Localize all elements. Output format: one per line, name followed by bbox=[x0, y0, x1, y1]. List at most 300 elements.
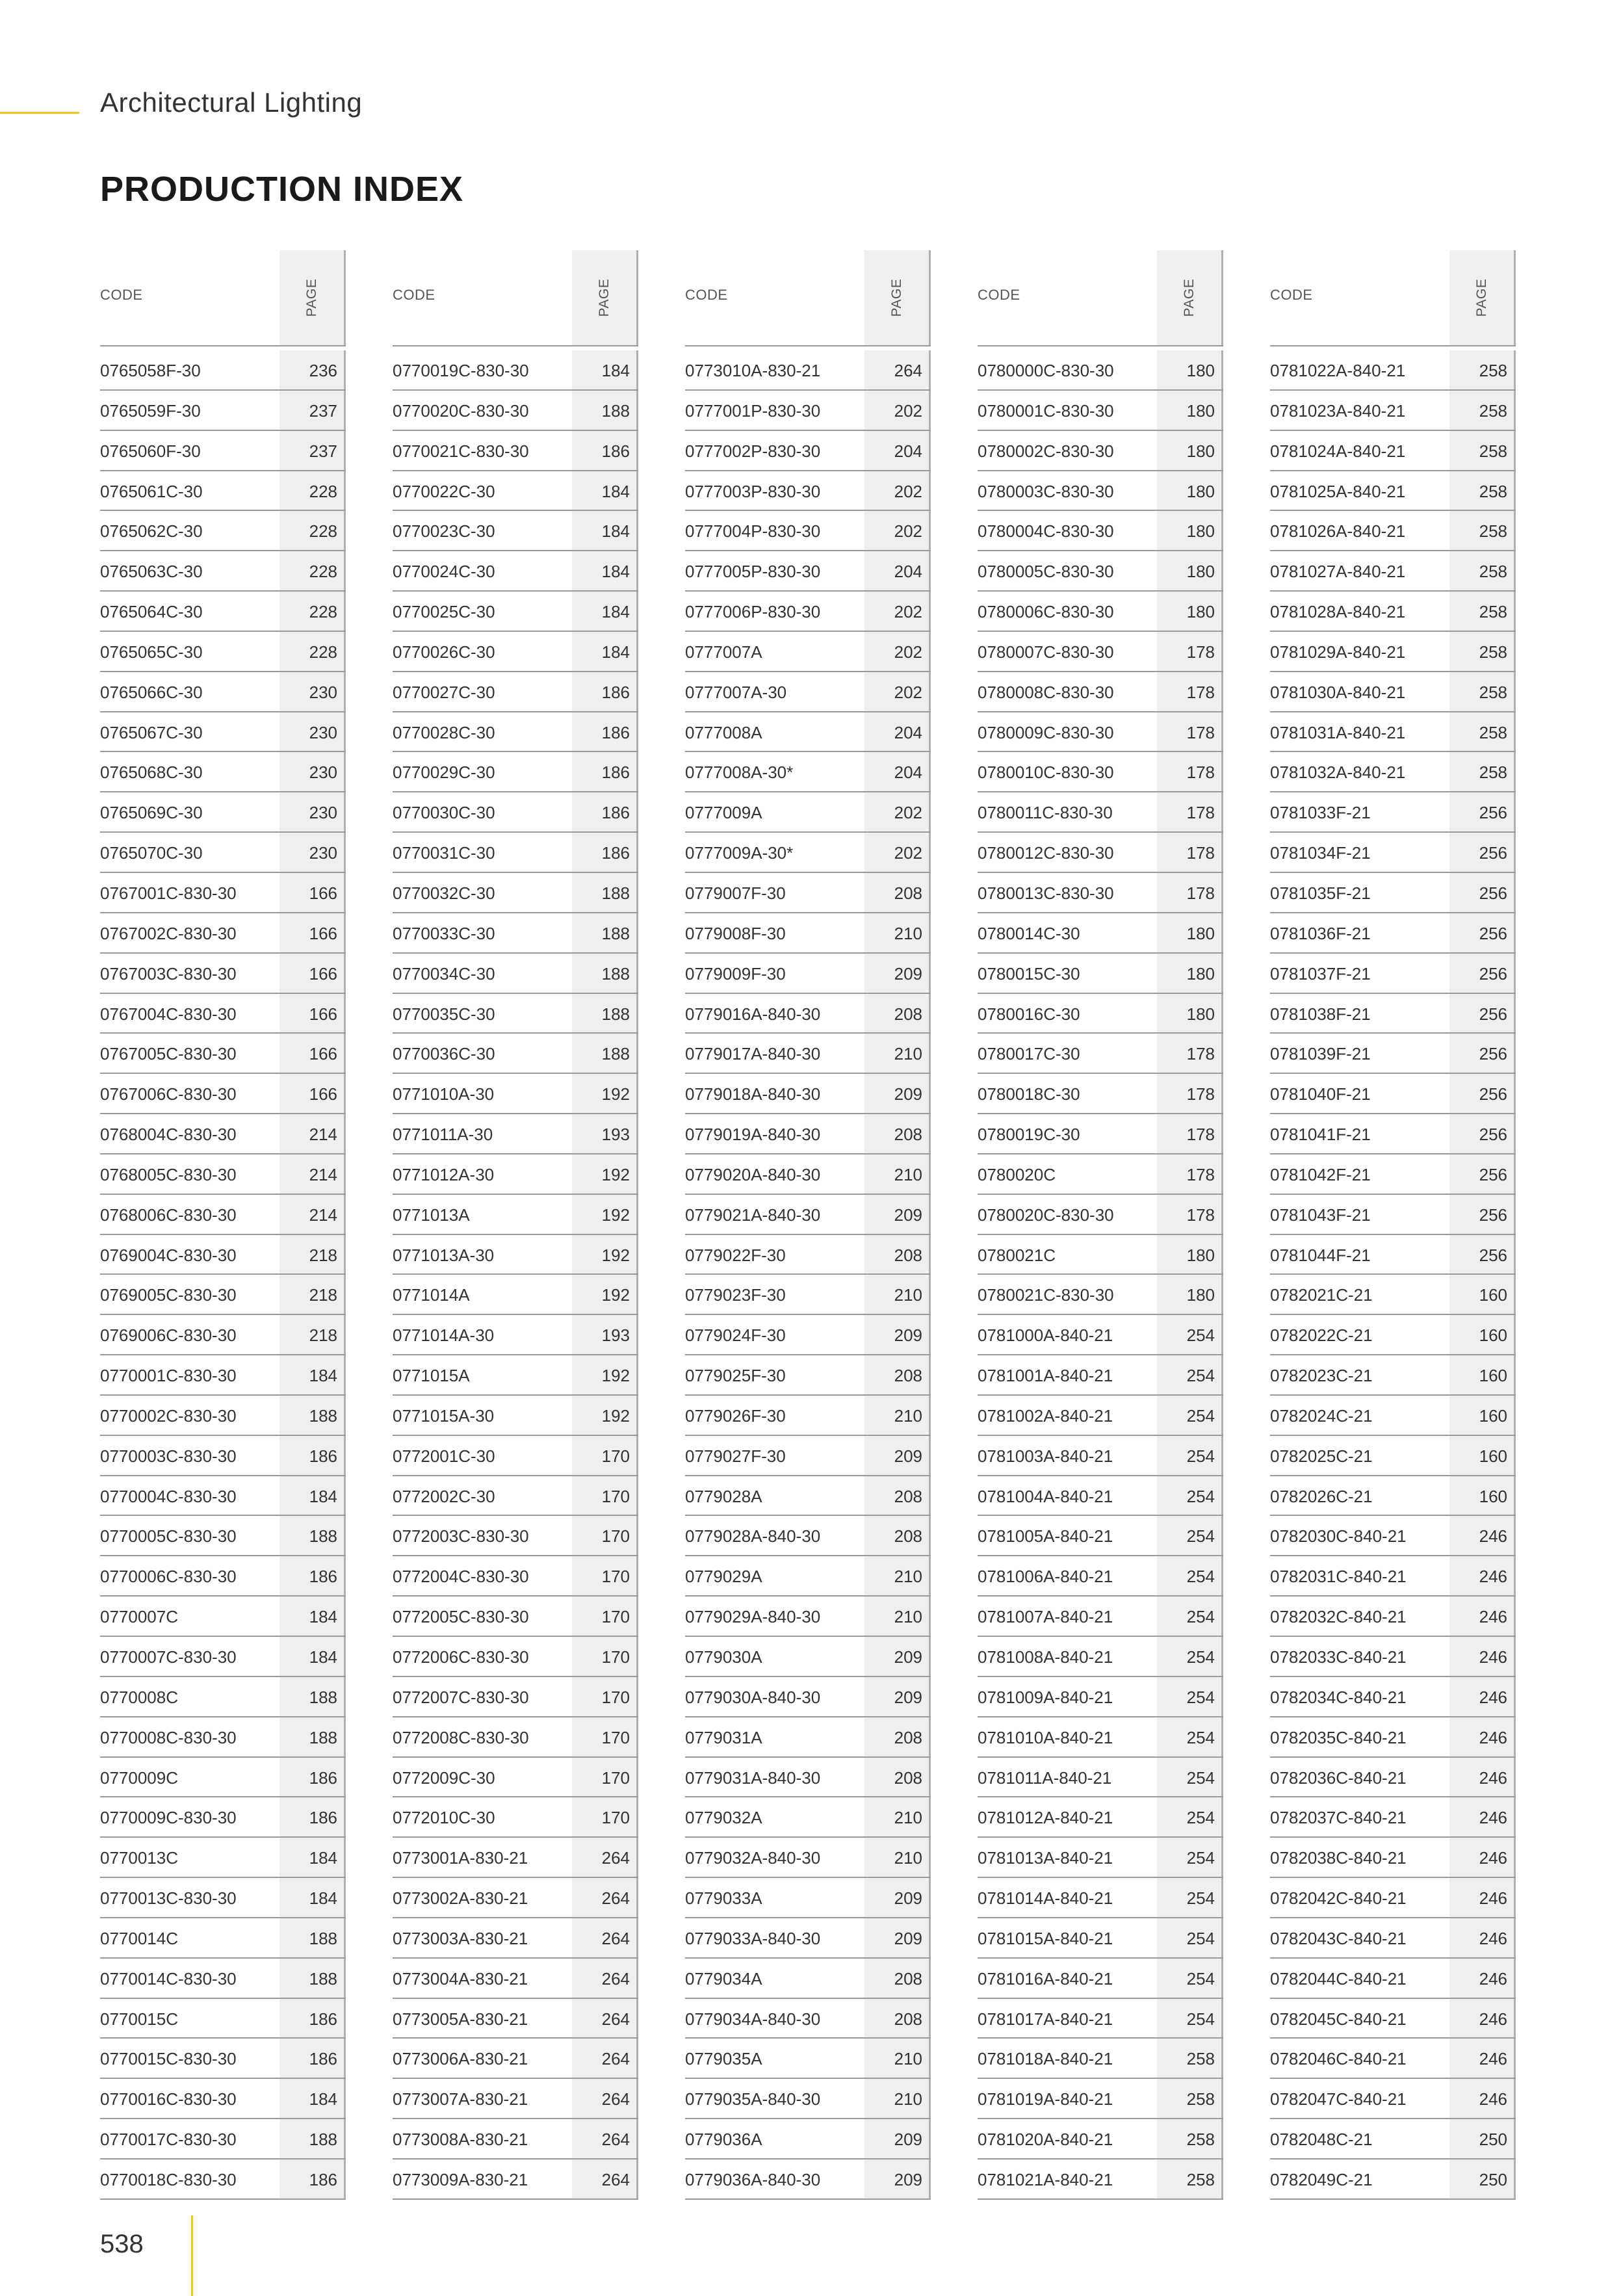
page-reference: 180 bbox=[1186, 602, 1215, 622]
table-row bbox=[100, 1597, 346, 1637]
page-reference: 256 bbox=[1479, 1125, 1507, 1145]
page-reference: 184 bbox=[601, 562, 630, 582]
page-cell bbox=[572, 632, 638, 671]
page-cell bbox=[1157, 1918, 1223, 1957]
page-reference: 254 bbox=[1186, 1968, 1215, 1989]
product-code: 0779032A bbox=[685, 1808, 762, 1828]
page-cell bbox=[279, 1315, 346, 1354]
product-code: 0779021A-840-30 bbox=[685, 1205, 821, 1225]
page-cell bbox=[572, 1758, 638, 1797]
table-row bbox=[685, 752, 931, 792]
page-cell bbox=[864, 1034, 931, 1073]
page-cell bbox=[1449, 1275, 1516, 1314]
table-row bbox=[1270, 1476, 1516, 1517]
page-cell bbox=[279, 1838, 346, 1877]
product-code: 0770004C-830-30 bbox=[100, 1486, 237, 1506]
product-code: 0782045C-840-21 bbox=[1270, 2009, 1407, 2029]
page-cell bbox=[572, 1717, 638, 1756]
table-row bbox=[393, 551, 638, 592]
page-cell bbox=[572, 792, 638, 831]
product-code: 0765065C-30 bbox=[100, 642, 203, 662]
product-code: 0781023A-840-21 bbox=[1270, 400, 1406, 421]
table-row bbox=[685, 1235, 931, 1275]
table-row bbox=[978, 471, 1223, 512]
page-cell bbox=[1157, 873, 1223, 912]
table-row bbox=[685, 672, 931, 712]
product-code: 0770014C-830-30 bbox=[100, 1968, 237, 1989]
page-reference: 166 bbox=[309, 923, 337, 943]
page-cell bbox=[864, 1677, 931, 1716]
table-row bbox=[100, 1637, 346, 1677]
page-cell bbox=[1157, 1235, 1223, 1274]
page-reference: 214 bbox=[309, 1125, 337, 1145]
page-reference: 160 bbox=[1479, 1325, 1507, 1346]
page-reference: 192 bbox=[601, 1405, 630, 1426]
table-row bbox=[1270, 1195, 1516, 1235]
product-code: 0780009C-830-30 bbox=[978, 722, 1114, 742]
table-row bbox=[393, 1235, 638, 1275]
product-code: 0779033A-840-30 bbox=[685, 1928, 821, 1948]
product-code: 0770030C-30 bbox=[393, 803, 495, 823]
page-reference: 208 bbox=[894, 1366, 922, 1386]
column-header bbox=[100, 250, 346, 346]
product-code: 0773008A-830-21 bbox=[393, 2130, 528, 2150]
section-title: Architectural Lighting bbox=[100, 87, 363, 118]
page-cell bbox=[1157, 2039, 1223, 2078]
product-code: 0769004C-830-30 bbox=[100, 1245, 237, 1265]
page-reference: 209 bbox=[894, 1205, 922, 1225]
table-row bbox=[978, 592, 1223, 632]
page-cell bbox=[1157, 1677, 1223, 1716]
product-code: 0779007F-30 bbox=[685, 883, 786, 903]
product-code: 0781031A-840-21 bbox=[1270, 722, 1406, 742]
product-code: 0780019C-30 bbox=[978, 1125, 1080, 1145]
page-cell bbox=[1449, 994, 1516, 1033]
product-code: 0777003P-830-30 bbox=[685, 481, 821, 501]
table-row bbox=[1270, 2079, 1516, 2119]
product-code: 0770008C-830-30 bbox=[100, 1727, 237, 1747]
page-reference: 264 bbox=[894, 361, 922, 380]
table-row bbox=[1270, 551, 1516, 592]
page-reference: 214 bbox=[309, 1164, 337, 1184]
page-cell bbox=[572, 2039, 638, 2078]
product-code: 0770008C bbox=[100, 1687, 178, 1707]
page-reference: 228 bbox=[309, 521, 337, 541]
product-code: 0782023C-21 bbox=[1270, 1366, 1373, 1386]
page-reference: 258 bbox=[1186, 2049, 1215, 2069]
page-cell bbox=[279, 1918, 346, 1957]
table-row bbox=[393, 2119, 638, 2159]
page-cell bbox=[279, 350, 346, 389]
product-code: 0781037F-21 bbox=[1270, 963, 1371, 984]
table-row bbox=[685, 1797, 931, 1838]
product-code: 0782031C-840-21 bbox=[1270, 1567, 1407, 1587]
page-cell bbox=[864, 1355, 931, 1394]
table-row bbox=[393, 1717, 638, 1758]
table-row bbox=[1270, 1918, 1516, 1959]
page-reference: 178 bbox=[1186, 1044, 1215, 1064]
code-header-label: CODE bbox=[393, 287, 435, 303]
table-row bbox=[100, 1878, 346, 1918]
product-code: 0780021C-830-30 bbox=[978, 1285, 1114, 1305]
page-cell bbox=[572, 431, 638, 470]
page-reference: 210 bbox=[894, 1567, 922, 1587]
page-cell bbox=[572, 1355, 638, 1394]
table-row bbox=[1270, 752, 1516, 792]
product-code: 0770007C bbox=[100, 1607, 178, 1627]
table-row bbox=[978, 1195, 1223, 1235]
product-code: 0777007A-30 bbox=[685, 682, 787, 702]
page-reference: 160 bbox=[1479, 1486, 1507, 1506]
page-cell bbox=[1157, 1797, 1223, 1836]
page-cell bbox=[864, 712, 931, 751]
page-cell bbox=[1449, 1114, 1516, 1153]
page-cell bbox=[1449, 873, 1516, 912]
page-reference: 180 bbox=[1186, 400, 1215, 421]
page-reference: 254 bbox=[1186, 1567, 1215, 1587]
page-reference: 246 bbox=[1479, 1768, 1507, 1788]
table-row bbox=[100, 833, 346, 873]
product-code: 0769006C-830-30 bbox=[100, 1325, 237, 1346]
page-reference: 188 bbox=[601, 400, 630, 421]
product-code: 0765058F-30 bbox=[100, 361, 201, 380]
table-row bbox=[978, 2159, 1223, 2200]
page-cell bbox=[864, 1918, 931, 1957]
page-reference: 192 bbox=[601, 1285, 630, 1305]
page-reference: 210 bbox=[894, 923, 922, 943]
table-row bbox=[685, 1155, 931, 1195]
table-row bbox=[1270, 1155, 1516, 1195]
product-code: 0773010A-830-21 bbox=[685, 361, 821, 380]
page-cell bbox=[279, 1436, 346, 1475]
page-cell bbox=[572, 1114, 638, 1153]
page-cell bbox=[572, 1597, 638, 1636]
product-code: 0770018C-830-30 bbox=[100, 2169, 237, 2189]
page-cell bbox=[279, 431, 346, 470]
table-row bbox=[978, 792, 1223, 833]
page-reference: 202 bbox=[894, 642, 922, 662]
product-code: 0771013A-30 bbox=[393, 1245, 495, 1265]
page-reference: 180 bbox=[1186, 521, 1215, 541]
product-code: 0770028C-30 bbox=[393, 722, 495, 742]
table-row bbox=[685, 1959, 931, 1999]
table-row bbox=[1270, 1758, 1516, 1798]
table-row bbox=[1270, 350, 1516, 391]
product-code: 0782047C-840-21 bbox=[1270, 2089, 1407, 2109]
page-cell bbox=[279, 1878, 346, 1917]
table-row bbox=[978, 1355, 1223, 1396]
page-cell bbox=[572, 1918, 638, 1957]
product-code: 0779034A bbox=[685, 1968, 762, 1989]
product-code: 0779023F-30 bbox=[685, 1285, 786, 1305]
page-cell bbox=[864, 2079, 931, 2118]
page-cell bbox=[864, 632, 931, 671]
product-code: 0780000C-830-30 bbox=[978, 361, 1114, 380]
page-reference: 246 bbox=[1479, 1928, 1507, 1948]
page-cell bbox=[1449, 1195, 1516, 1234]
product-code: 0771013A bbox=[393, 1205, 470, 1225]
page-reference: 193 bbox=[601, 1325, 630, 1346]
product-code: 0773003A-830-21 bbox=[393, 1928, 528, 1948]
page-cell bbox=[864, 1114, 931, 1153]
page-reference: 228 bbox=[309, 642, 337, 662]
page-cell bbox=[572, 1999, 638, 2038]
table-row bbox=[978, 350, 1223, 391]
page-cell bbox=[1449, 792, 1516, 831]
page-cell bbox=[864, 1637, 931, 1676]
page-reference: 184 bbox=[601, 521, 630, 541]
page-cell bbox=[1449, 1999, 1516, 2038]
table-row bbox=[685, 1838, 931, 1878]
page-reference: 254 bbox=[1186, 2009, 1215, 2029]
product-code: 0772009C-30 bbox=[393, 1768, 495, 1788]
page-cell bbox=[864, 1838, 931, 1877]
page-reference: 209 bbox=[894, 1084, 922, 1104]
table-row bbox=[1270, 1516, 1516, 1556]
page-reference: 258 bbox=[1479, 763, 1507, 783]
product-code: 0779027F-30 bbox=[685, 1446, 786, 1466]
table-row bbox=[393, 712, 638, 753]
page-cell bbox=[864, 1999, 931, 2038]
product-code: 0771014A-30 bbox=[393, 1325, 495, 1346]
page-cell bbox=[1157, 1597, 1223, 1636]
page-cell bbox=[572, 551, 638, 590]
table-row bbox=[100, 792, 346, 833]
page-reference: 250 bbox=[1479, 2169, 1507, 2189]
page-cell bbox=[1157, 994, 1223, 1033]
table-row bbox=[978, 632, 1223, 672]
table-row bbox=[1270, 1999, 1516, 2039]
page-cell bbox=[279, 1556, 346, 1595]
page-reference: 254 bbox=[1186, 1928, 1215, 1948]
page-reference: 204 bbox=[894, 722, 922, 742]
product-code: 0771010A-30 bbox=[393, 1084, 495, 1104]
product-code: 0780020C-830-30 bbox=[978, 1205, 1114, 1225]
table-row bbox=[978, 1074, 1223, 1114]
table-row bbox=[978, 1999, 1223, 2039]
product-code: 0777004P-830-30 bbox=[685, 521, 821, 541]
table-row bbox=[978, 1717, 1223, 1758]
page-cell bbox=[572, 752, 638, 791]
index-column-2 bbox=[393, 250, 638, 2200]
page-reference: 180 bbox=[1186, 923, 1215, 943]
page-reference: 184 bbox=[309, 1486, 337, 1506]
product-code: 0780003C-830-30 bbox=[978, 481, 1114, 501]
page-reference: 202 bbox=[894, 843, 922, 863]
table-row bbox=[100, 1235, 346, 1275]
table-row bbox=[978, 1597, 1223, 1637]
page-cell bbox=[279, 2119, 346, 2158]
table-row bbox=[100, 592, 346, 632]
page-reference: 170 bbox=[601, 1446, 630, 1466]
page-reference: 166 bbox=[309, 1004, 337, 1024]
page-reference: 246 bbox=[1479, 1808, 1507, 1828]
table-row bbox=[393, 1677, 638, 1717]
page-reference: 230 bbox=[309, 803, 337, 823]
product-code: 0770013C bbox=[100, 1848, 178, 1868]
page-reference: 246 bbox=[1479, 1727, 1507, 1747]
table-row bbox=[100, 551, 346, 592]
table-row bbox=[393, 632, 638, 672]
table-row bbox=[100, 994, 346, 1034]
page-reference: 188 bbox=[309, 1526, 337, 1546]
table-row bbox=[1270, 2159, 1516, 2200]
page-reference: 236 bbox=[309, 361, 337, 380]
product-code: 0781014A-840-21 bbox=[978, 1888, 1113, 1909]
product-code: 0772006C-830-30 bbox=[393, 1647, 529, 1667]
page-reference: 186 bbox=[601, 763, 630, 783]
product-code: 0780018C-30 bbox=[978, 1084, 1080, 1104]
table-row bbox=[1270, 2039, 1516, 2079]
table-row bbox=[1270, 431, 1516, 471]
product-code: 0773005A-830-21 bbox=[393, 2009, 528, 2029]
product-code: 0770009C-830-30 bbox=[100, 1808, 237, 1828]
table-row bbox=[685, 1195, 931, 1235]
table-row bbox=[978, 1275, 1223, 1315]
page-reference: 256 bbox=[1479, 1245, 1507, 1265]
table-row bbox=[100, 1476, 346, 1517]
table-row bbox=[978, 1315, 1223, 1355]
page-reference: 208 bbox=[894, 883, 922, 903]
code-header-label: CODE bbox=[100, 287, 143, 303]
index-column-5 bbox=[1270, 250, 1516, 2200]
product-code: 0780014C-30 bbox=[978, 923, 1080, 943]
page-reference: 210 bbox=[894, 1848, 922, 1868]
page-reference: 180 bbox=[1186, 1004, 1215, 1024]
page-cell bbox=[279, 2159, 346, 2198]
page-cell bbox=[572, 1516, 638, 1555]
product-code: 0777008A bbox=[685, 722, 762, 742]
table-row bbox=[393, 1959, 638, 1999]
page-reference: 180 bbox=[1186, 1285, 1215, 1305]
table-row bbox=[393, 1878, 638, 1918]
product-code: 0765060F-30 bbox=[100, 441, 201, 461]
table-row bbox=[393, 511, 638, 551]
page-reference: 186 bbox=[309, 1768, 337, 1788]
page-reference: 192 bbox=[601, 1084, 630, 1104]
page-reference: 204 bbox=[894, 763, 922, 783]
page-cell bbox=[864, 1758, 931, 1797]
page-reference: 186 bbox=[601, 682, 630, 702]
page-reference: 208 bbox=[894, 1486, 922, 1506]
page-reference: 254 bbox=[1186, 1888, 1215, 1909]
product-code: 0765062C-30 bbox=[100, 521, 203, 541]
page-cell bbox=[1449, 1838, 1516, 1877]
table-row bbox=[100, 2159, 346, 2200]
page-cell bbox=[279, 1195, 346, 1234]
product-code: 0781006A-840-21 bbox=[978, 1567, 1113, 1587]
product-code: 0772010C-30 bbox=[393, 1808, 495, 1828]
product-code: 0765064C-30 bbox=[100, 602, 203, 622]
table-row bbox=[393, 350, 638, 391]
page-reference: 258 bbox=[1479, 361, 1507, 380]
table-row bbox=[1270, 712, 1516, 753]
table-row bbox=[978, 1878, 1223, 1918]
product-code: 0781041F-21 bbox=[1270, 1125, 1371, 1145]
page-reference: 166 bbox=[309, 963, 337, 984]
table-row bbox=[1270, 1275, 1516, 1315]
page-cell bbox=[864, 1516, 931, 1555]
product-code: 0779030A-840-30 bbox=[685, 1687, 821, 1707]
page-cell bbox=[864, 431, 931, 470]
page-cell bbox=[279, 1155, 346, 1194]
page-reference: 188 bbox=[309, 1727, 337, 1747]
page-cell bbox=[572, 1959, 638, 1998]
product-code: 0782036C-840-21 bbox=[1270, 1768, 1407, 1788]
page-reference: 208 bbox=[894, 1968, 922, 1989]
product-code: 0781007A-840-21 bbox=[978, 1607, 1113, 1627]
page-reference: 178 bbox=[1186, 1125, 1215, 1145]
table-row bbox=[100, 752, 346, 792]
product-code: 0781008A-840-21 bbox=[978, 1647, 1113, 1667]
table-row bbox=[978, 913, 1223, 954]
page-reference: 256 bbox=[1479, 1044, 1507, 1064]
page-cell bbox=[864, 1275, 931, 1314]
product-code: 0777002P-830-30 bbox=[685, 441, 821, 461]
page-reference: 256 bbox=[1479, 1084, 1507, 1104]
page-reference: 246 bbox=[1479, 1567, 1507, 1587]
page-reference: 180 bbox=[1186, 1245, 1215, 1265]
table-row bbox=[685, 511, 931, 551]
page-title: PRODUCTION INDEX bbox=[100, 170, 464, 209]
page-reference: 188 bbox=[601, 883, 630, 903]
page-cell bbox=[1157, 1878, 1223, 1917]
table-row bbox=[393, 391, 638, 431]
table-row bbox=[393, 994, 638, 1034]
page-cell bbox=[1449, 1556, 1516, 1595]
table-row bbox=[1270, 1034, 1516, 1074]
table-row bbox=[393, 1074, 638, 1114]
column-header bbox=[685, 250, 931, 346]
product-code: 0770007C-830-30 bbox=[100, 1647, 237, 1667]
table-row bbox=[685, 1074, 931, 1114]
table-row bbox=[1270, 471, 1516, 512]
page-reference: 256 bbox=[1479, 883, 1507, 903]
page-reference: 188 bbox=[309, 1405, 337, 1426]
product-code: 0781002A-840-21 bbox=[978, 1405, 1113, 1426]
table-row bbox=[393, 2159, 638, 2200]
product-code: 0772008C-830-30 bbox=[393, 1727, 529, 1747]
page-cell bbox=[572, 592, 638, 631]
product-code: 0772003C-830-30 bbox=[393, 1526, 529, 1546]
table-row bbox=[393, 2079, 638, 2119]
product-code: 0781024A-840-21 bbox=[1270, 441, 1406, 461]
page-reference: 188 bbox=[309, 2130, 337, 2150]
product-code: 0770013C-830-30 bbox=[100, 1888, 237, 1909]
page-cell bbox=[279, 391, 346, 430]
page-reference: 254 bbox=[1186, 1607, 1215, 1627]
table-row bbox=[685, 350, 931, 391]
product-code: 0770006C-830-30 bbox=[100, 1567, 237, 1587]
table-row bbox=[100, 1315, 346, 1355]
product-code: 0781004A-840-21 bbox=[978, 1486, 1113, 1506]
page-cell bbox=[572, 1797, 638, 1836]
page-reference: 180 bbox=[1186, 481, 1215, 501]
page-reference: 180 bbox=[1186, 361, 1215, 380]
page-cell bbox=[1157, 511, 1223, 550]
product-code: 0770031C-30 bbox=[393, 843, 495, 863]
table-row bbox=[978, 1959, 1223, 1999]
page-reference: 188 bbox=[601, 1004, 630, 1024]
page-reference: 264 bbox=[601, 1888, 630, 1909]
table-row bbox=[393, 1838, 638, 1878]
table-row bbox=[393, 1797, 638, 1838]
page-cell bbox=[279, 1717, 346, 1756]
page-cell bbox=[1157, 1476, 1223, 1515]
table-row bbox=[685, 2159, 931, 2200]
page-reference: 209 bbox=[894, 1325, 922, 1346]
column-rows bbox=[685, 350, 931, 2200]
